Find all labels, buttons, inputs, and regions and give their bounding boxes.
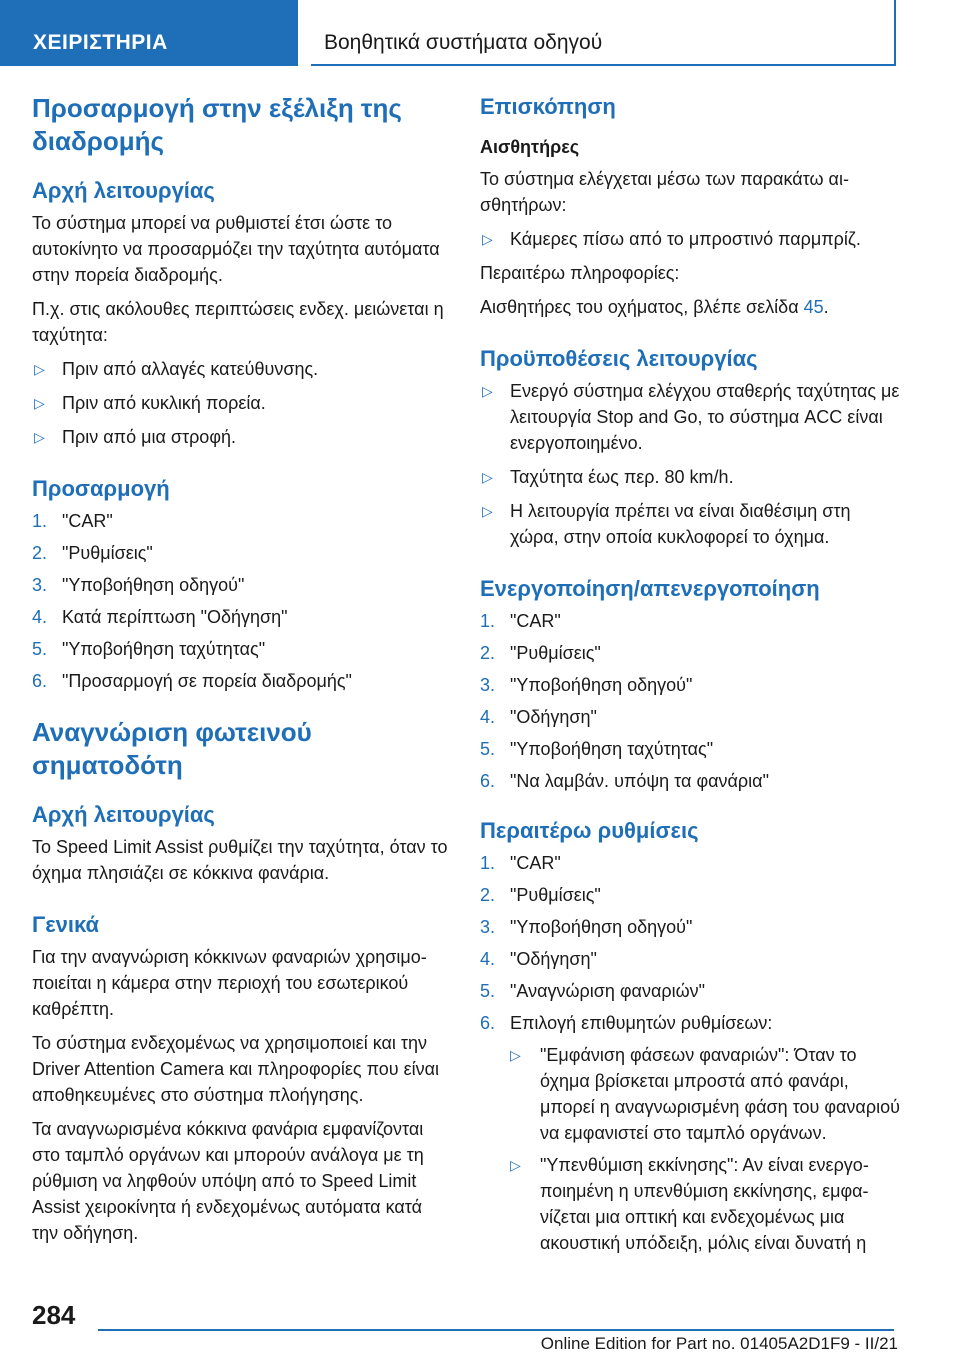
traffic-general-text-3: Τα αναγνωρισμένα κόκκινα φανάρια εμφανίζονται στο ταμπλό οργάνων και μπορούν ανάλογα με τη ρύθμιση να ληφθούν υπόψη από το Speed Limit Assist χειροκίνητα ή ενδεχομένως αυτόματα κατά την οδήγηση.: [32, 1119, 424, 1243]
list-item: ▷ Ταχύτητα έως περ. 80 km/h.: [480, 464, 900, 490]
route-adjust-heading: Προσαρμογή: [32, 476, 170, 501]
route-example-text: Π.χ. στις ακόλουθες περιπτώσεις ενδεχ. μειώνεται η ταχύτητα:: [32, 299, 444, 345]
bullet-triangle-icon: ▷: [482, 383, 493, 399]
traffic-general-text-1: Για την αναγνώριση κόκκινων φαναριών χρησιμοποιείται η κάμερα στην περιοχή του εσωτερικού καθρέπτη.: [32, 947, 427, 1019]
list-item: ▷ "Εμφάνιση φάσεων φαναριών": Όταν το όχημα βρίσκεται μπροστά από φανάρι, μπορεί η αναγνωρισμένη φάση του φαναριού να εμφανιστεί στο ταμπλό οργάνων.: [510, 1042, 900, 1146]
step-item: 5. "Υποβοήθηση ταχύτητας": [32, 639, 266, 659]
edition-note: Online Edition for Part no. 01405A2D1F9 - II/21: [540, 1334, 898, 1353]
list-item: ▷ Η λειτουργία πρέπει να είναι διαθέσιμη στη χώρα, στην οποία κυκλοφορεί το όχημα.: [480, 498, 900, 550]
step-item: 2. "Ρυθμίσεις": [480, 643, 601, 663]
step-item: 2. "Ρυθμίσεις": [480, 885, 601, 905]
step-item: 4. "Οδήγηση": [480, 707, 597, 727]
step-item: 1. "CAR": [480, 611, 561, 631]
step-item: 1. "CAR": [480, 853, 561, 873]
bullet-triangle-icon: ▷: [34, 361, 45, 377]
list-item: ▷ Πριν από κυκλική πορεία.: [32, 390, 452, 416]
list-item: ▷ Πριν από μια στροφή.: [32, 424, 452, 450]
chapter-title: Βοηθητικά συστήματα οδηγού: [311, 0, 896, 66]
page-header: [0, 0, 960, 66]
step-item: 3. "Υποβοήθηση οδηγού": [480, 675, 693, 695]
sensors-bullet-list: [480, 226, 900, 252]
activation-heading: Ενεργοποίηση/απενεργοποίηση: [480, 576, 820, 601]
section-tab[interactable]: ΧΕΙΡΙΣΤΗΡΙΑ: [0, 0, 298, 66]
step-item: 1. "CAR": [32, 511, 113, 531]
more-settings-heading: Περαιτέρω ρυθμίσεις: [480, 818, 699, 843]
traffic-principle-heading: Αρχή λειτουργίας: [32, 802, 215, 827]
sensors-text: Το σύστημα ελέγχεται μέσω των παρακάτω αισθητήρων:: [480, 169, 849, 215]
step-item: 6. "Προσαρμογή σε πορεία διαδρομής": [32, 671, 352, 691]
bullet-triangle-icon: ▷: [34, 395, 45, 411]
prerequisites-heading: Προϋποθέσεις λειτουργίας: [480, 346, 758, 371]
bullet-triangle-icon: ▷: [34, 429, 45, 445]
traffic-general-text-2: Το σύστημα ενδεχομένως να χρησιμοποιεί και την Driver Attention Camera και πληροφορίες που είναι αποθηκευμένες στο σύστημα πλοήγησης.: [32, 1033, 440, 1105]
bullet-triangle-icon: ▷: [510, 1157, 521, 1173]
step-item: 3. "Υποβοήθηση οδηγού": [32, 575, 245, 595]
sensors-heading: Αισθητήρες: [480, 137, 580, 157]
step-item: 4. Κατά περίπτωση "Οδήγηση": [32, 607, 288, 627]
route-steps-list: [32, 508, 452, 694]
left-column: [32, 92, 452, 1254]
page-link[interactable]: 45: [803, 297, 824, 317]
step-item: 4. "Οδήγηση": [480, 949, 597, 969]
step-item: 3. "Υποβοήθηση οδηγού": [480, 917, 693, 937]
bullet-triangle-icon: ▷: [482, 469, 493, 485]
bullet-triangle-icon: ▷: [482, 231, 493, 247]
sensor-reference: Αισθητήρες του οχήματος, βλέπε σελίδα 45.: [480, 297, 829, 317]
step-item: 5. "Υποβοήθηση ταχύτητας": [480, 739, 714, 759]
route-adaptation-title: Προσαρμογή στην εξέλιξη της διαδρομής: [32, 93, 402, 156]
activation-steps-list: [480, 608, 900, 794]
list-item: ▷ "Υπενθύμιση εκκίνησης": Αν είναι ενεργοποιημένη η υπενθύμιση εκκίνησης, εμφανίζεται μια οπτική και ενδεχομένως μια ακουστική υπόδειξη, μόλις είναι δυνατή η: [510, 1152, 900, 1256]
step-item: 5. "Αναγνώριση φαναριών": [480, 981, 706, 1001]
right-column: [480, 92, 900, 1262]
route-principle-heading: Αρχή λειτουργίας: [32, 178, 215, 203]
step-item: 2. "Ρυθμίσεις": [32, 543, 153, 563]
list-item: ▷ Πριν από αλλαγές κατεύθυνσης.: [32, 356, 452, 382]
route-principle-text: Το σύστημα μπορεί να ρυθμιστεί έτσι ώστε το αυτοκίνητο να προσαρμόζει την ταχύτητα αυτόματα στην πορεία διαδρομής.: [32, 213, 440, 285]
settings-steps-list: [480, 850, 900, 1256]
traffic-general-heading: Γενικά: [32, 912, 100, 937]
route-bullet-list: [32, 356, 452, 450]
prerequisites-list: [480, 378, 900, 550]
step-item: 6. Επιλογή επιθυμητών ρυθμίσεων: ▷ "Εμφάνιση φάσεων φαναριών": Όταν το όχημα βρίσκεται μπροστά από φανάρι, μπορεί η αναγνωρισμένη φάση του φαναριού να εμφανιστεί στο ταμπλό οργάνων. ▷ "Υπενθύμιση εκκίνησης": Αν είναι ενεργοποιημένη η υπενθύμιση εκκίνησης, εμφανίζεται μια οπτική και ενδεχομένως μια ακουστική υπόδειξη, μόλις είναι δυνατή η: [480, 1010, 900, 1256]
step-item: 6. "Να λαμβάν. υπόψη τα φανάρια": [480, 771, 769, 791]
traffic-principle-text: Το Speed Limit Assist ρυθμίζει την ταχύτητα, όταν το όχημα πλησιάζει σε κόκκινα φανάρια.: [32, 837, 448, 883]
traffic-light-title: Αναγνώριση φωτεινού σηματοδότη: [32, 717, 312, 780]
page-number: 284: [32, 1300, 76, 1330]
more-info-label: Περαιτέρω πληροφορίες:: [480, 263, 680, 283]
list-item: ▷ Ενεργό σύστημα ελέγχου σταθερής ταχύτητας με λειτουργία Stop and Go, το σύστημα ACC είναι ενεργοποιημένο.: [480, 378, 900, 456]
bullet-triangle-icon: ▷: [510, 1047, 521, 1063]
overview-heading: Επισκόπηση: [480, 94, 616, 119]
settings-sub-list: [510, 1042, 900, 1256]
footer-divider: [98, 1329, 894, 1331]
list-item: ▷ Κάμερες πίσω από το μπροστινό παρμπρίζ.: [480, 226, 900, 252]
bullet-triangle-icon: ▷: [482, 503, 493, 519]
